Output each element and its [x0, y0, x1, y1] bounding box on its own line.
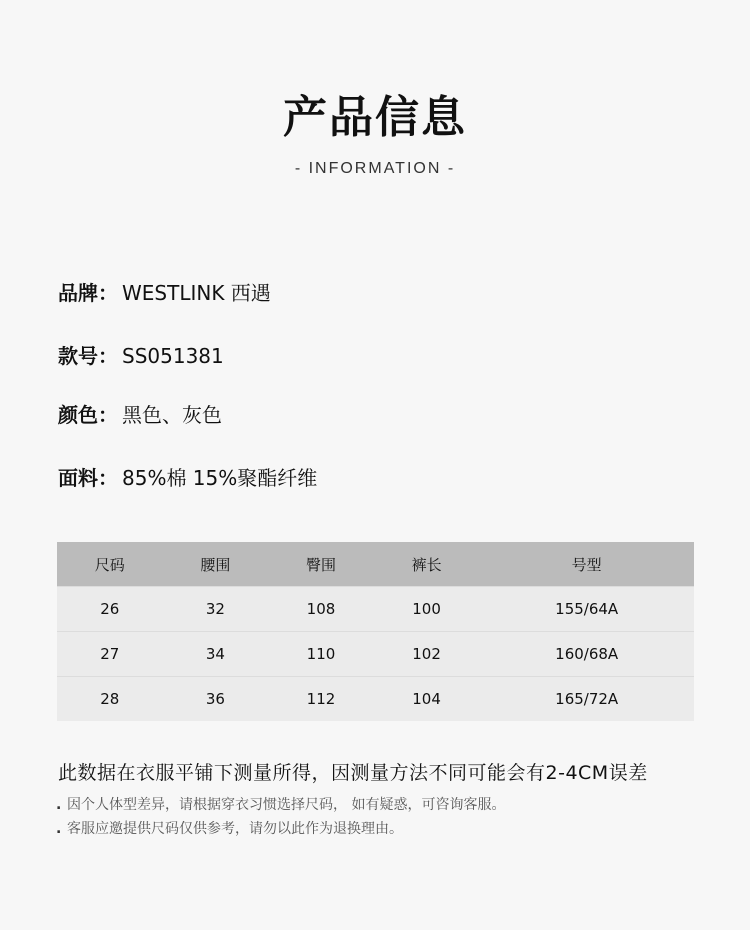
measurement-disclaimer: 此数据在衣服平铺下测量所得，因测量方法不同可能会有2-4CM误差 [58, 762, 648, 784]
table-cell: 100 [374, 587, 480, 632]
table-cell: 102 [374, 632, 480, 677]
size-table [57, 542, 694, 721]
note-text: 因个人体型差异，请根据穿衣习惯选择尺码， 如有疑惑，可咨询客服。 [67, 797, 506, 813]
column-header-size: 尺码 [57, 542, 163, 587]
table-cell: 165/72A [479, 677, 694, 722]
bullet-icon: . [56, 821, 62, 837]
table-cell: 27 [57, 632, 163, 677]
table-cell: 108 [268, 587, 374, 632]
spec-brand-value: WESTLINK 西遇 [122, 281, 271, 305]
table-cell: 155/64A [479, 587, 694, 632]
table-row [57, 587, 694, 632]
table-cell: 26 [57, 587, 163, 632]
column-header-length: 裤长 [374, 542, 480, 587]
spec-style-number-label: 款号： [58, 344, 118, 368]
page-title: 产品信息 [283, 92, 467, 143]
table-row [57, 632, 694, 677]
spec-color [58, 400, 222, 430]
spec-fabric-label: 面料： [58, 466, 118, 490]
column-header-waist: 腰围 [163, 542, 269, 587]
table-cell: 36 [163, 677, 269, 722]
table-cell: 112 [268, 677, 374, 722]
page-subtitle: - INFORMATION - [294, 160, 456, 177]
note-item [56, 818, 403, 838]
spec-color-label: 颜色： [58, 403, 118, 427]
table-cell: 28 [57, 677, 163, 722]
spec-style-number [58, 341, 224, 371]
table-cell: 32 [163, 587, 269, 632]
note-item [56, 794, 505, 814]
table-cell: 104 [374, 677, 480, 722]
spec-color-value: 黑色、灰色 [122, 403, 222, 427]
spec-fabric-value: 85%棉 15%聚酯纤维 [122, 466, 318, 490]
spec-fabric [58, 463, 317, 493]
note-text: 客服应邀提供尺码仅供参考，请勿以此作为退换理由。 [67, 821, 403, 837]
table-cell: 34 [163, 632, 269, 677]
bullet-icon: . [56, 797, 62, 813]
size-table-header [57, 542, 694, 587]
column-header-hip: 臀围 [268, 542, 374, 587]
spec-brand-label: 品牌： [58, 281, 118, 305]
table-cell: 110 [268, 632, 374, 677]
spec-brand [58, 278, 271, 308]
table-row [57, 677, 694, 722]
table-cell: 160/68A [479, 632, 694, 677]
column-header-fit-code: 号型 [479, 542, 694, 587]
spec-style-number-value: SS051381 [122, 344, 224, 368]
